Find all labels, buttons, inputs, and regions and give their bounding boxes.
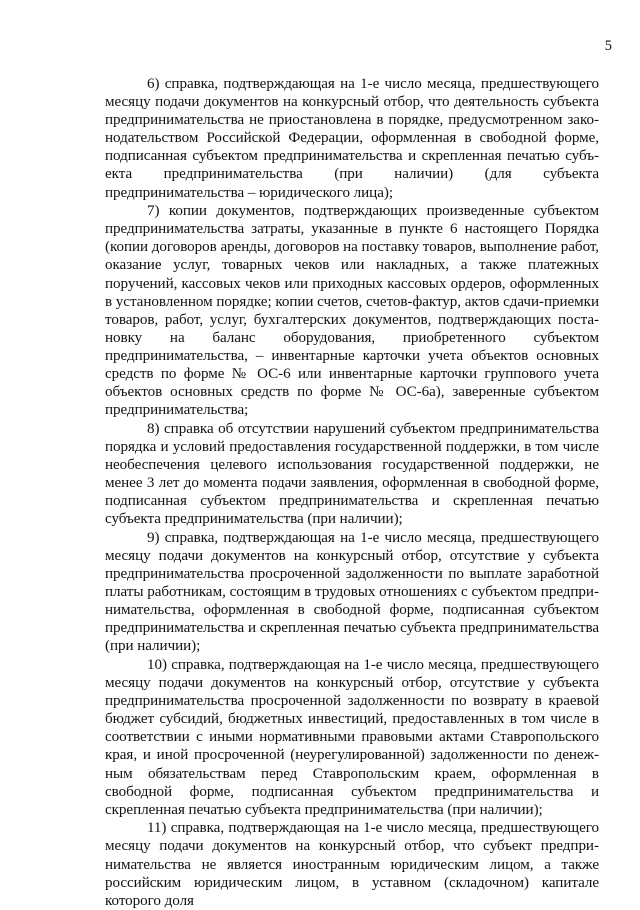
document-body <box>105 75 599 910</box>
paragraph-item-6: 6) справка, подтверждающая на 1-е число месяца, предшествующего месяцу подачи документов на конкурсный отбор, что деятельность субъекта предпринимательства не приостановлена в порядке, предусмотренном законодательством Российской Федерации, оформленная в свободной форме, подписанная субъектом предпринимательства и скрепленная печатью субъекта предпринимательства (при наличии) (для субъекта предпринимательства – юридического лица); <box>105 76 599 201</box>
paragraph-item-10: 10) справка, подтверждающая на 1-е число месяца, предшествующего месяцу подачи документов на конкурсный отбор, отсутствие у субъекта предпринимательства просроченной задолженности по возврату в краевой бюджет субсидий, бюджетных инвестиций, предоставленных в том числе в соответствии с иными нормативными правовыми актами Ставропольского края, и иной просроченной (неурегулированной) задолженности по денежным обязательствам перед Ставропольским краем, оформленная в свободной форме, подписанная субъектом предпринимательства и скрепленная печатью субъекта предпринимательства (при наличии); <box>105 657 599 818</box>
paragraph-item-8: 8) справка об отсутствии нарушений субъектом предпринимательства порядка и условий предоставления государственной поддержки, в том числе необеспечения целевого использования государственной поддержки, не менее 3 лет до момента подачи заявления, оформленная в свободной форме, подписанная субъектом предпринимательства и скрепленная печатью субъекта предпринимательства (при наличии); <box>105 420 599 528</box>
paragraph-item-7: 7) копии документов, подтверждающих произведенные субъектом предпринимательства затраты, указанные в пункте 6 настоящего Порядка (копии договоров аренды, договоров на поставку товаров, выполнение работ, оказание услуг, товарных чеков или накладных, а также платежных поручений, кассовых чеков или приходных кассовых ордеров, оформленных в установленном порядке; копии счетов, счетов-фактур, актов сдачи-приемки товаров, работ, услуг, бухгалтерских документов, подтверждающих постановку на баланс оборудования, приобретенного субъектом предпринимательства, – инвентарные карточки учета объектов основных средств по форме № ОС-6 или инвентарные карточки группового учета объектов основных средств по форме № ОС-6а), заверенные субъектом предпринимательства; <box>105 203 599 419</box>
paragraph-item-9: 9) справка, подтверждающая на 1-е число месяца, предшествующего месяцу подачи документов на конкурсный отбор, отсутствие у субъекта предпринимательства просроченной задолженности по выплате заработной платы работникам, состоящим в трудовых отношениях с субъектом предпринимательства, оформленная в свободной форме, подписанная субъектом предпринимательства и скрепленная печатью субъекта предпринимательства (при наличии); <box>105 529 599 655</box>
page-number: 5 <box>604 38 612 54</box>
paragraph-item-11: 11) справка, подтверждающая на 1-е число месяца, предшествующего месяцу подачи документов на конкурсный отбор, что субъект предпринимательства не является иностранным юридическим лицом, а также российским юридическим лицом, в уставном (складочном) капитале которого доля <box>105 820 599 909</box>
